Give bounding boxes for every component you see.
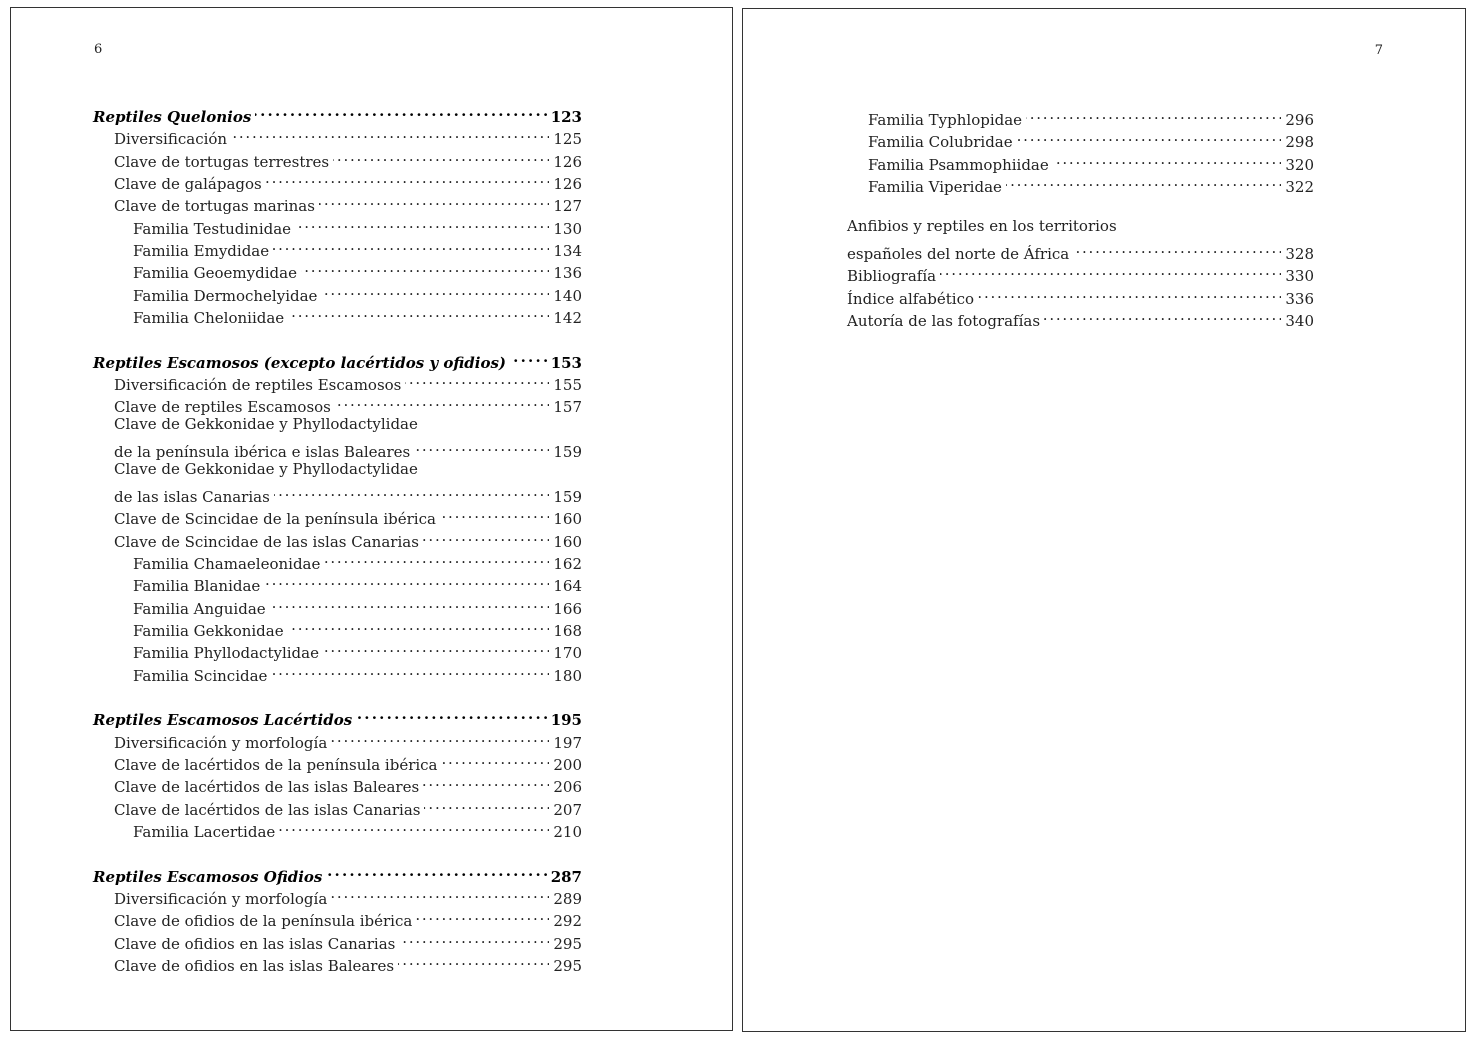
toc-section-heading[interactable] (93, 860, 582, 886)
dot-leader (1026, 103, 1281, 125)
dot-leader (326, 860, 546, 882)
toc-entry[interactable] (847, 237, 1314, 264)
toc-entry-title: Clave de ofidios en las islas Canarias (114, 934, 396, 953)
toc-page-number: 295 (553, 934, 582, 953)
dot-leader (333, 145, 549, 167)
dot-leader (440, 502, 549, 524)
toc-page-number: 298 (1285, 133, 1314, 152)
toc-entry-title: Familia Lacertidae (133, 823, 276, 841)
dot-leader (416, 904, 549, 926)
toc-entry-title: Familia Geoemydidae (133, 264, 297, 283)
toc-page-number: 159 (553, 443, 582, 462)
toc-section-heading[interactable] (93, 346, 582, 372)
toc-entry-title: Autoría de las fotografías (847, 312, 1041, 331)
toc-page-number: 142 (553, 309, 582, 328)
toc-page-number: 320 (1285, 155, 1314, 174)
toc-page-number: 330 (1285, 267, 1314, 286)
toc-entry-title: Familia Emydidae (133, 242, 270, 261)
toc-entry-title: Clave de Gekkonidae y Phyllodactylidae (114, 459, 418, 478)
toc-entry-title: Diversificación y morfología (114, 890, 328, 909)
toc-page-number: 168 (553, 621, 582, 640)
toc-entry-title: Clave de ofidios de la península ibérica (114, 912, 413, 931)
dot-leader (331, 726, 549, 748)
toc-page-number: 206 (553, 778, 582, 797)
toc-page-number: 328 (1285, 245, 1314, 264)
dot-leader (255, 100, 546, 122)
toc-entry-title: de la península ibérica e islas Baleares (114, 443, 411, 462)
toc-page-number: 155 (553, 376, 582, 395)
toc-entry-title: Clave de ofidios en las islas Baleares (114, 957, 395, 976)
toc-entry-title: Clave de Gekkonidae y Phyllodactylidae (114, 414, 418, 433)
toc-page-number: 130 (553, 219, 582, 238)
dot-leader (940, 259, 1281, 281)
dot-leader (423, 525, 549, 547)
toc-entry-title: Familia Phyllodactylidae (133, 644, 319, 663)
toc-entry-title: Familia Anguidae (133, 599, 266, 618)
toc-entry-title: Clave de reptiles Escamosos (114, 398, 331, 417)
dot-leader (271, 659, 549, 681)
toc-section-heading[interactable] (93, 100, 582, 126)
dot-leader (279, 815, 549, 837)
dot-leader (1073, 237, 1281, 259)
toc-entry-title: españoles del norte de África (847, 245, 1070, 264)
dot-leader (324, 547, 549, 569)
toc-page-number: 159 (553, 487, 582, 506)
toc-page-number: 207 (553, 800, 582, 819)
left-page (10, 7, 733, 1031)
dot-leader (288, 614, 550, 636)
toc-section-title: Reptiles Quelonios (93, 108, 252, 126)
dot-leader (1017, 125, 1282, 147)
toc-entry-title: Familia Colubridae (868, 133, 1013, 152)
toc-entry-line1[interactable] (93, 458, 582, 480)
toc-entry-title: Clave de lacértidos de las islas Canarias (114, 800, 421, 819)
toc-section-title: Reptiles Escamosos Ofidios (93, 867, 323, 886)
toc-page-number: 296 (1285, 111, 1314, 129)
toc-entry-title: Familia Dermochelyidae (133, 286, 318, 305)
toc-section-title: Reptiles Escamosos (excepto lacértidos y ofidios) (93, 353, 507, 372)
dot-leader (414, 435, 549, 457)
toc-entry-title: Familia Scincidae (133, 666, 268, 685)
toc-page-number: 136 (553, 264, 582, 283)
dot-leader (319, 189, 549, 211)
dot-leader (398, 949, 549, 971)
toc-entry-title: Clave de Scincidae de las islas Canarias (114, 532, 419, 551)
toc-entry-title: Familia Typhlopidae (868, 111, 1023, 129)
toc-page-number: 166 (553, 599, 582, 618)
toc-entry[interactable] (93, 480, 582, 506)
dot-leader (423, 770, 549, 792)
right-page (742, 8, 1466, 1032)
dot-leader (1006, 170, 1281, 192)
toc-entry-title: Diversificación de reptiles Escamosos (114, 376, 402, 395)
toc-page-number: 289 (553, 890, 582, 909)
toc-page-number: 287 (550, 867, 582, 886)
toc-page-number: 295 (553, 957, 582, 976)
dot-leader (301, 256, 549, 278)
dot-leader (270, 592, 550, 614)
toc-page-number: 160 (553, 510, 582, 529)
toc-section-title: Reptiles Escamosos Lacértidos (93, 711, 353, 730)
toc-page-number: 160 (553, 532, 582, 551)
toc-page-number: 123 (550, 108, 582, 126)
dot-leader (442, 748, 550, 770)
toc-entry-title: de las islas Canarias (114, 487, 270, 506)
toc-page-number: 125 (553, 130, 582, 149)
toc-page-number: 153 (550, 353, 582, 372)
toc-page-number: 126 (553, 175, 582, 194)
toc-entry-title: Clave de lacértidos de la península ibérica (114, 755, 438, 774)
toc-entry-title: Clave de lacértidos de las islas Baleares (114, 778, 420, 797)
dot-leader (405, 368, 549, 390)
toc-entry-title: Familia Viperidae (868, 178, 1002, 197)
dot-leader (274, 480, 550, 502)
toc-entry-title: Familia Chamaeleonidae (133, 554, 321, 573)
dot-leader (323, 636, 549, 658)
dot-leader (978, 282, 1281, 304)
toc-entry-title: Familia Cheloniidae (133, 309, 285, 328)
toc-entry-title: Clave de tortugas terrestres (114, 152, 330, 171)
toc-page-number: 200 (553, 755, 582, 774)
toc-page-number: 180 (553, 666, 582, 685)
toc-page-number: 157 (553, 398, 582, 417)
dot-leader (266, 167, 550, 189)
toc-entry-title: Clave de tortugas marinas (114, 197, 315, 216)
page-number-left: 6 (94, 42, 103, 57)
dot-leader (510, 346, 547, 368)
dot-leader (356, 703, 547, 725)
toc-page-number: 134 (553, 242, 582, 261)
dot-leader (1044, 304, 1281, 326)
toc-entry-title: Bibliografía (847, 267, 937, 286)
toc-right (847, 103, 1314, 331)
toc-page-number: 162 (553, 554, 582, 573)
toc-entry-title: Clave de galápagos (114, 175, 262, 194)
toc-page-number: 197 (553, 733, 582, 752)
toc-entry-title: Familia Psammophiidae (868, 155, 1049, 174)
dot-leader (295, 212, 549, 234)
page-number-right: 7 (1374, 43, 1383, 58)
toc-entry-title: Diversificación y morfología (114, 733, 328, 752)
toc-page-number: 336 (1285, 289, 1314, 308)
toc-page-number: 322 (1285, 178, 1314, 197)
toc-entry-title: Familia Gekkonidae (133, 621, 284, 640)
toc-page-number: 292 (553, 912, 582, 931)
toc-entry-title: Anfibios y reptiles en los territorios (847, 216, 1117, 235)
dot-leader (1053, 148, 1282, 170)
toc-entry-title: Familia Testudinidae (133, 219, 292, 238)
toc-section-heading[interactable] (93, 703, 582, 730)
toc-page-number: 126 (553, 152, 582, 171)
dot-leader (264, 569, 549, 591)
toc-entry-title: Familia Blanidae (133, 577, 261, 596)
toc-page-number: 170 (553, 644, 582, 663)
dot-leader (288, 301, 549, 323)
toc-entry-title: Diversificación (114, 130, 228, 149)
dot-leader (335, 390, 549, 412)
toc-entry-line1[interactable] (847, 215, 1314, 237)
toc-left (93, 100, 582, 976)
toc-entry-line1[interactable] (93, 413, 582, 435)
dot-leader (321, 279, 549, 301)
toc-page-number: 210 (553, 823, 582, 841)
toc-page-number: 340 (1285, 312, 1314, 331)
dot-leader (424, 793, 549, 815)
toc-page-number: 127 (553, 197, 582, 216)
toc-page-number: 195 (550, 711, 582, 730)
toc-entry-title: Clave de Scincidae de la península ibérica (114, 510, 436, 529)
toc-entry-title: Índice alfabético (847, 289, 975, 308)
toc-page-number: 164 (553, 577, 582, 596)
toc-entry[interactable] (847, 103, 1314, 129)
dot-leader (331, 882, 549, 904)
dot-leader (273, 234, 549, 256)
toc-entry[interactable] (93, 435, 582, 462)
dot-leader (399, 927, 549, 949)
dot-leader (231, 122, 549, 144)
toc-page-number: 140 (553, 286, 582, 305)
